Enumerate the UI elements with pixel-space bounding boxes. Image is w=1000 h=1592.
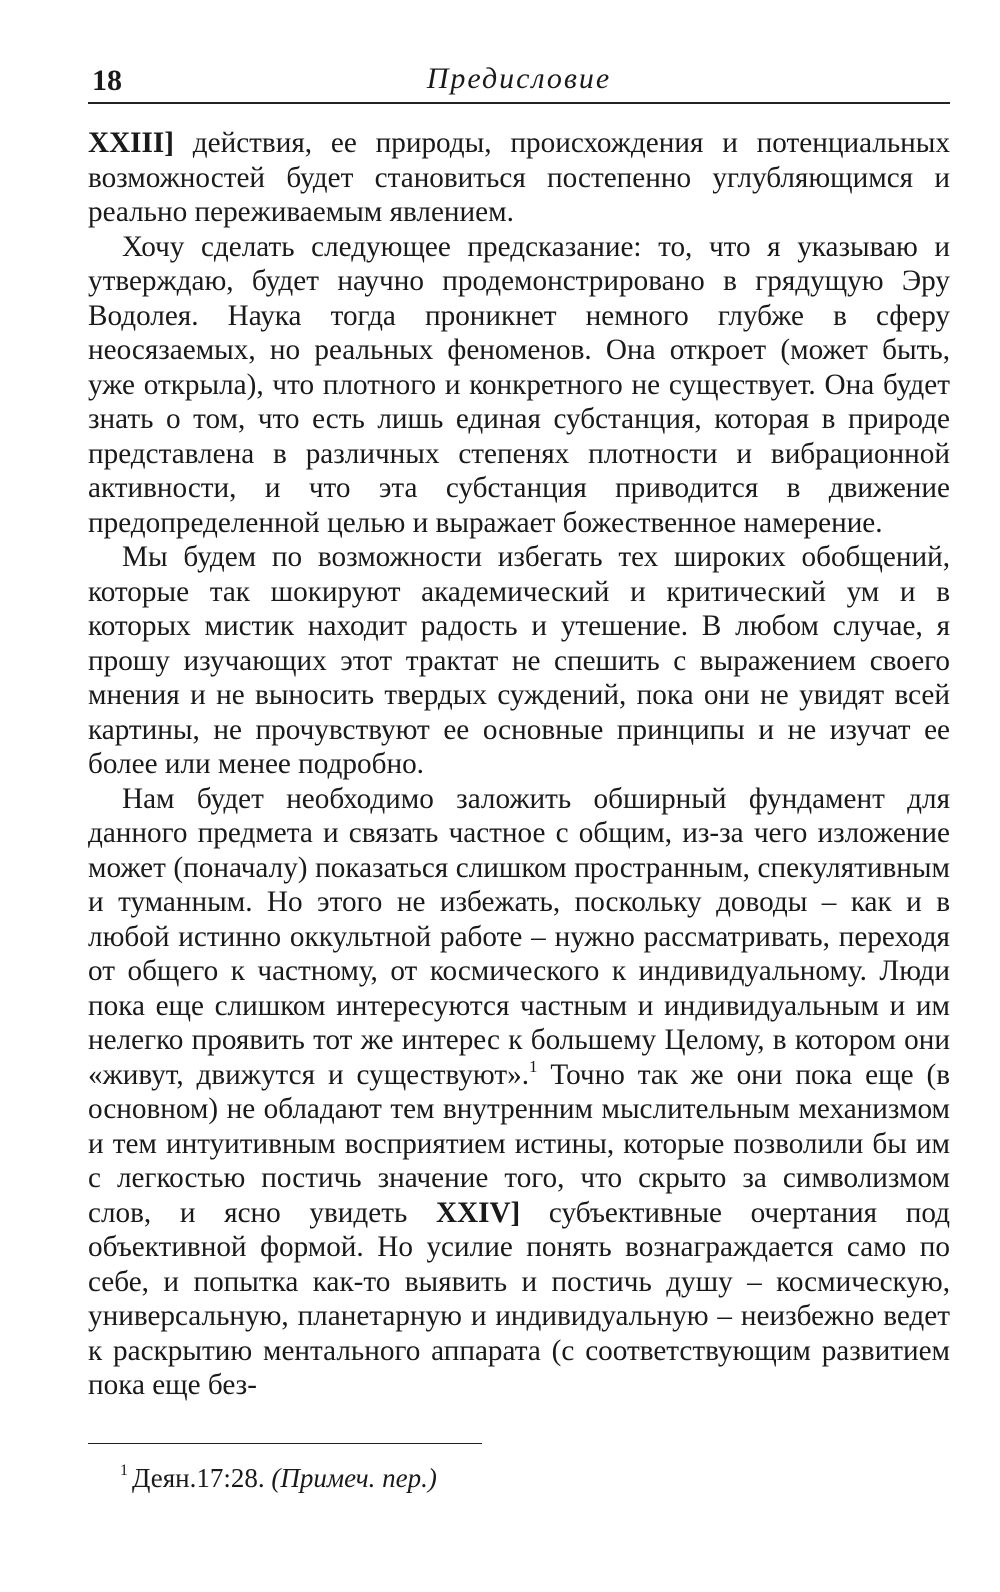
footnote-mark: 1 <box>120 1462 128 1479</box>
body-text <box>88 126 950 1403</box>
paragraph-text: Точно так же они пока еще (в основном) не обладают тем внутренним мыслительным механизмом и тем интуитивным восприятием истины, которые позволили бы им с легкостью постичь значение того, что скрыто за символизмом слов, и ясно увидеть <box>88 1058 950 1229</box>
paragraph-text: субъективные очертания под объективной формой. Но усилие понять вознаграждается само по себе, и попытка как-то выявить и постичь душу – космическую, универсальную, планетарную и индивидуальную – неизбежно ведет к раскрытию ментального аппарата (с соответствующим развитием пока еще без- <box>88 1196 950 1401</box>
paragraph-text: Нам будет необходимо заложить обширный фундамент для данного предмета и связать частное с общим, из-за чего изложение может (поначалу) показаться слишком пространным, спекулятивным и туманным. Но этого не избежать, поскольку доводы – как и в любой истинно оккультной работе – нужно рассматривать, переходя от общего к частному, от космического к индивидуальному. Люди пока еще слишком интересуются частным и индивидуальным и им нелегко проявить тот же интерес к большему Целому, в котором они «живут, движутся и существуют». <box>88 782 950 1091</box>
paragraph-1 <box>88 126 950 230</box>
footnote-text: Деян.17:28. <box>132 1463 272 1493</box>
running-title: Предисловие <box>426 62 612 95</box>
footnote-divider <box>88 1443 482 1444</box>
paragraph-3 <box>88 540 950 782</box>
paragraph-text: Мы будем по возможности избегать тех широких обобщений, которые так шокируют академический и критический ум и в которых мистик находит радость и утешение. В любом случае, я прошу изучающих этот трактат не спешить с выражением своего мнения и не выносить твердых суждений, пока они не увидят всей картины, не прочувствуют ее основные принципы и не изучат ее более или менее подробно. <box>88 541 950 780</box>
paragraph-text: действия, ее природы, происхождения и потенциальных возможностей будет становиться постепенно углубляющимся и реально переживаемым явлением. <box>88 127 950 228</box>
page-marker: XXIII] <box>88 127 174 159</box>
page-number: 18 <box>92 64 122 97</box>
paragraph-4 <box>88 782 950 1403</box>
paragraph-text: Хочу сделать следующее предсказание: то, что я указываю и утверждаю, будет научно продемонстрировано в грядущую Эру Водолея. Наука тогда проникнет немного глубже в сферу неосязаемых, но реальных феноменов. Она откроет (может быть, уже открыла), что плотного и конкретного не существует. Она будет знать о том, что есть лишь единая субстанция, которая в природе представлена в различных степенях плотности и вибрационной активности, и что эта субстанция приводится в движение предопределенной целью и выражает божественное намерение. <box>88 230 950 539</box>
paragraph-2 <box>88 230 950 541</box>
page-header <box>88 60 950 104</box>
footnote-reference[interactable]: 1 <box>529 1056 538 1076</box>
footnote <box>120 1462 437 1494</box>
page-marker: XXIV] <box>435 1196 521 1229</box>
footnote-note: (Примеч. пер.) <box>271 1463 437 1493</box>
